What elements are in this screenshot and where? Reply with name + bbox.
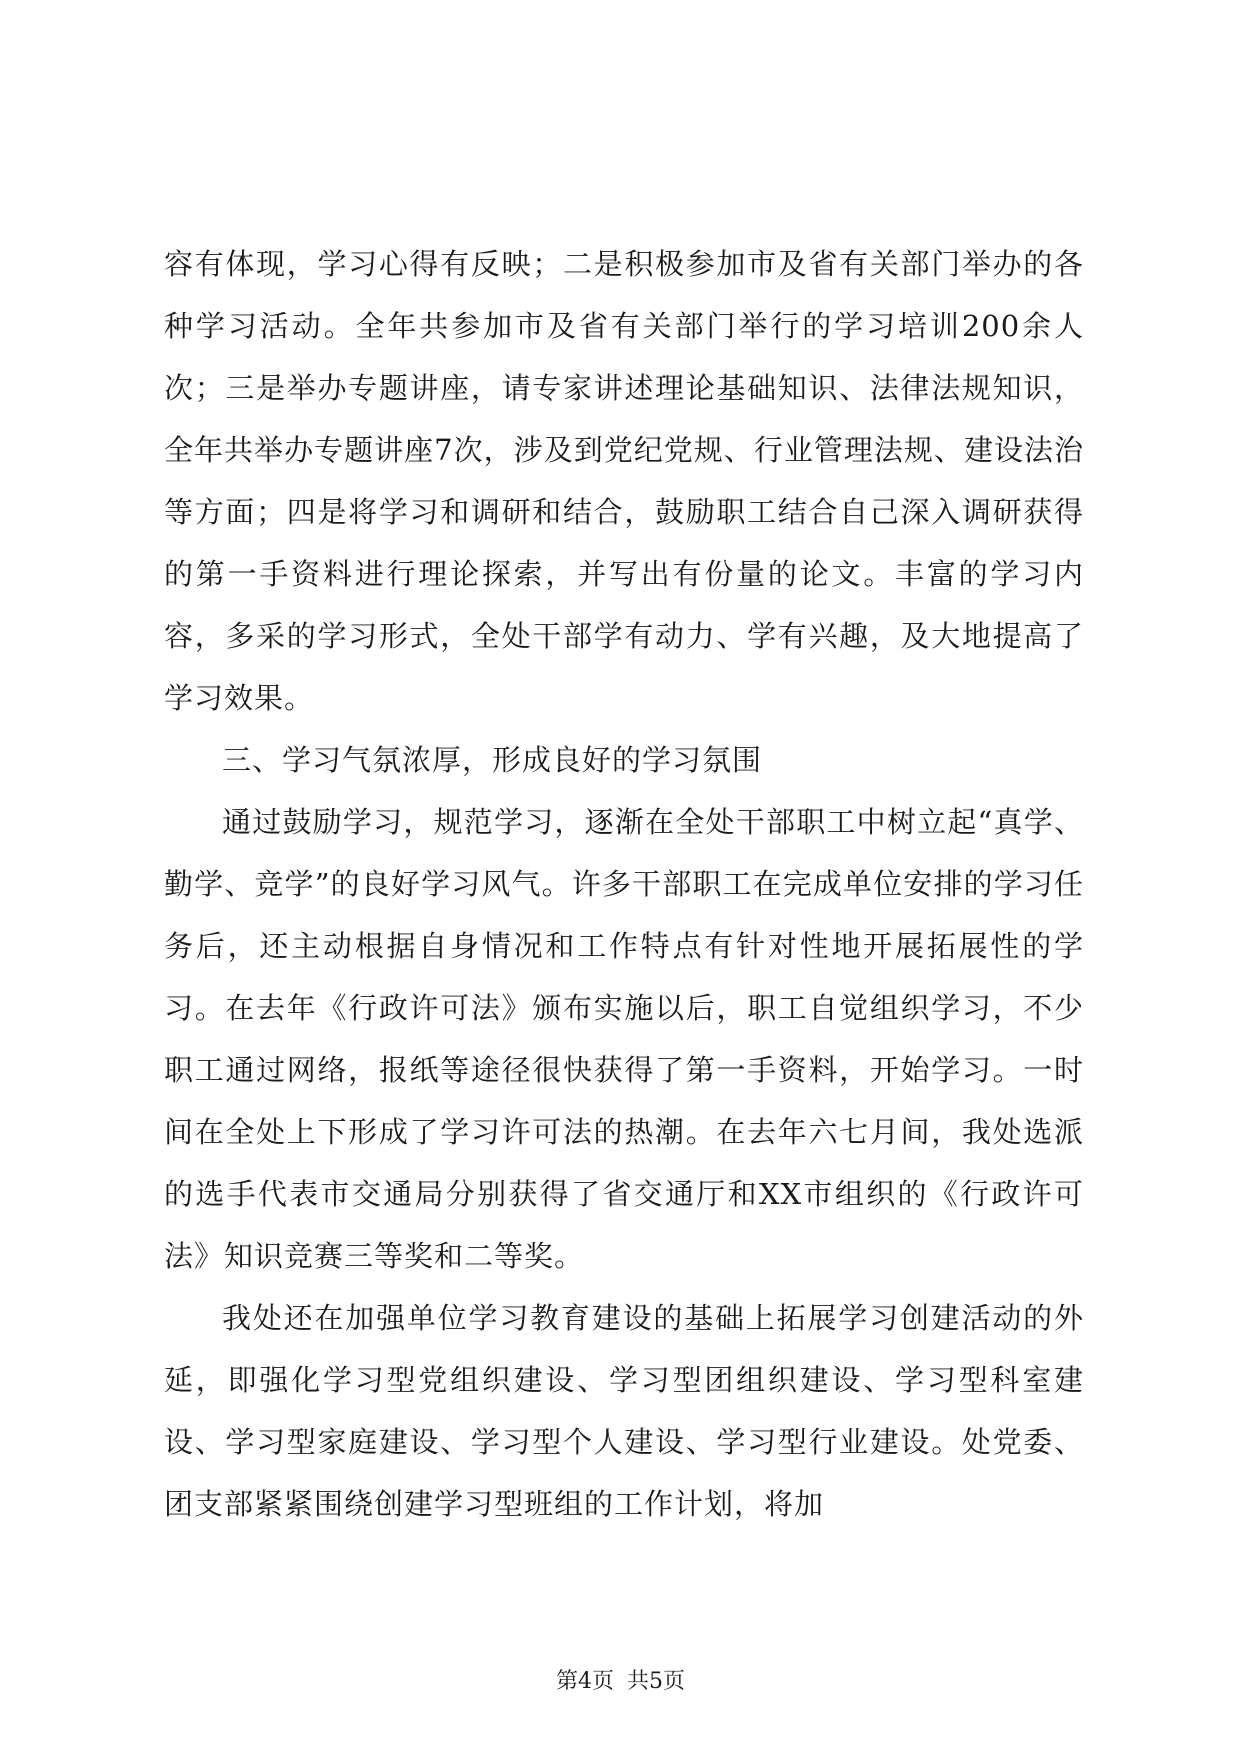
paragraph-learning-extension: 我处还在加强单位学习教育建设的基础上拓展学习创建活动的外延，即强化学习型党组织建设、学习型团组织建设、学习型科室建设、学习型家庭建设、学习型个人建设、学习型行业建设。处党委、团支部紧紧围绕创建学习型班组的工作计划，将加 <box>164 1301 1084 1521</box>
section-heading: 三、学习气氛浓厚，形成良好的学习氛围 <box>222 743 763 777</box>
document-body <box>164 233 1084 1535</box>
paragraph-learning-atmosphere: 通过鼓励学习，规范学习，逐渐在全处干部职工中树立起“真学、勤学、竞学”的良好学习风气。许多干部职工在完成单位安排的学习任务后，还主动根据自身情况和工作特点有针对性地开展拓展性的学习。在去年《行政许可法》颁布实施以后，职工自觉组织学习，不少职工通过网络，报纸等途径很快获得了第一手资料，开始学习。一时间在全处上下形成了学习许可法的热潮。在去年六七月间，我处选派的选手代表市交通局分别获得了省交通厅和XX市组织的《行政许可法》知识竞赛三等奖和二等奖。 <box>164 805 1084 1273</box>
paragraph-continuation: 容有体现，学习心得有反映；二是积极参加市及省有关部门举办的各种学习活动。全年共参加市及省有关部门举行的学习培训200余人次；三是举办专题讲座，请专家讲述理论基础知识、法律法规知识，全年共举办专题讲座7次，涉及到党纪党规、行业管理法规、建设法治等方面；四是将学习和调研和结合，鼓励职工结合自己深入调研获得的第一手资料进行理论探索，并写出有份量的论文。丰富的学习内容，多采的学习形式，全处干部学有动力、学有兴趣，及大地提高了学习效果。 <box>164 247 1084 715</box>
page-footer: 第4页 共5页 <box>556 1669 685 1694</box>
